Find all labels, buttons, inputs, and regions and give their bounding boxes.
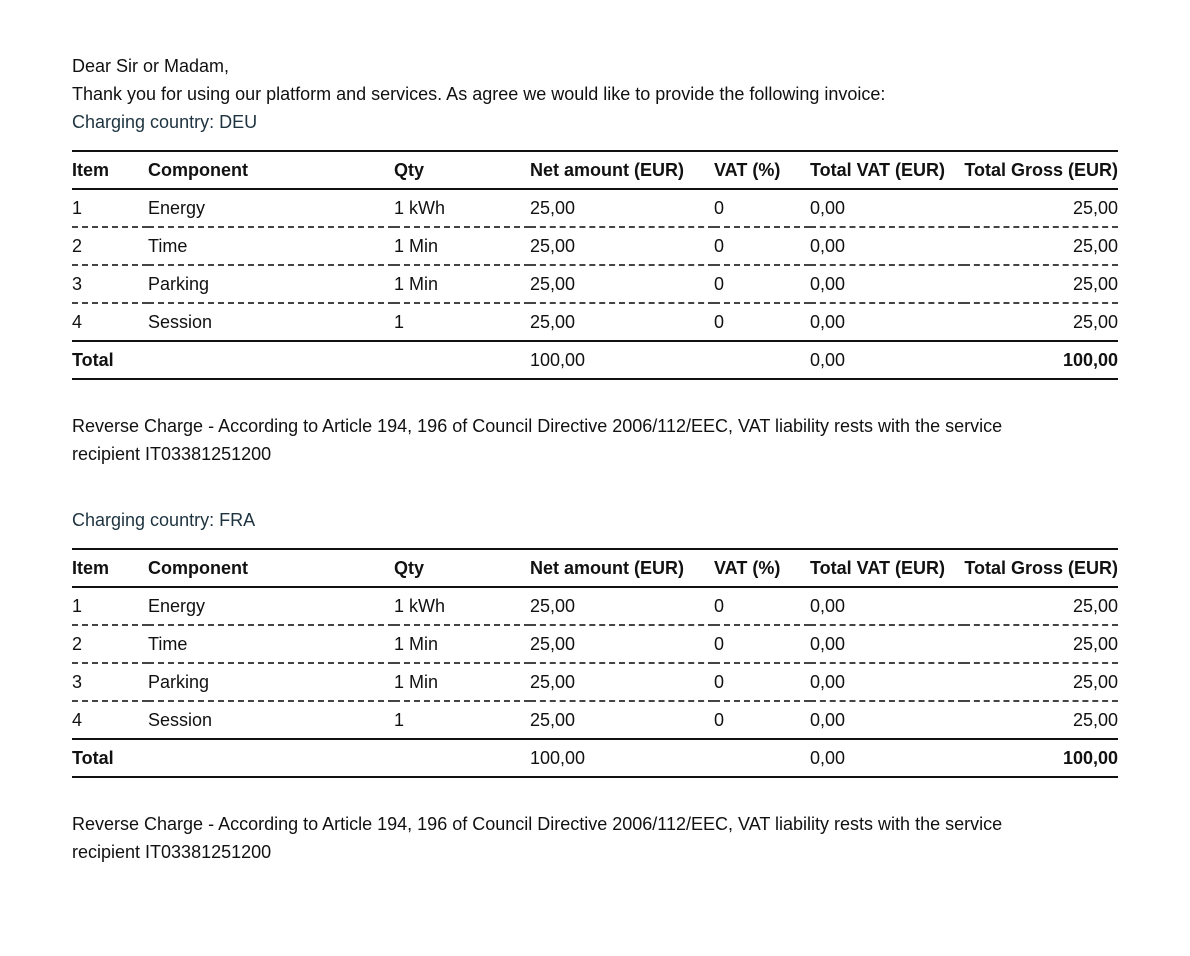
- cell-component: Session: [148, 311, 213, 332]
- total-row: [72, 739, 1118, 777]
- cell-component: Parking: [148, 273, 210, 294]
- cell-total-vat: 0,00: [810, 197, 846, 218]
- cell-item: 3: [72, 273, 83, 294]
- column-header-component: Component: [148, 159, 248, 180]
- invoice-table: [72, 548, 1118, 778]
- cell-total-vat: 0,00: [810, 633, 846, 654]
- cell-total-vat: 0,00: [810, 235, 846, 256]
- cell-net-amount: 25,00: [530, 633, 576, 654]
- cell-component: Time: [148, 235, 188, 256]
- cell-vat-percent: 0: [714, 235, 725, 256]
- empty-cell: [148, 739, 394, 777]
- intro-text: Thank you for using our platform and services. As agree we would like to provide the following invoice:: [72, 84, 886, 104]
- cell-component: Energy: [148, 595, 206, 616]
- cell-net-amount: 25,00: [530, 709, 576, 730]
- cell-total-vat: 0,00: [810, 311, 846, 332]
- cell-vat-percent: 0: [714, 595, 725, 616]
- column-header-item: Item: [72, 557, 110, 578]
- column-header-total-gross: Total Gross (EUR): [964, 159, 1118, 180]
- cell-net-amount: 25,00: [530, 235, 576, 256]
- cell-total-gross: 25,00: [1072, 709, 1118, 730]
- cell-item: 1: [72, 595, 83, 616]
- cell-component: Energy: [148, 197, 206, 218]
- total-gross-amount: 100,00: [1062, 349, 1118, 370]
- cell-vat-percent: 0: [714, 197, 725, 218]
- total-net-amount: 100,00: [530, 349, 586, 370]
- cell-vat-percent: 0: [714, 273, 725, 294]
- cell-component: Parking: [148, 671, 210, 692]
- cell-total-gross: 25,00: [1072, 633, 1118, 654]
- cell-qty: 1 kWh: [394, 595, 446, 616]
- total-gross-amount: 100,00: [1062, 747, 1118, 768]
- column-header-total-vat: Total VAT (EUR): [810, 557, 945, 578]
- column-header-qty: Qty: [394, 159, 425, 180]
- column-header-net-amount: Net amount (EUR): [530, 557, 684, 578]
- cell-vat-percent: 0: [714, 633, 725, 654]
- cell-net-amount: 25,00: [530, 273, 576, 294]
- column-header-net-amount: Net amount (EUR): [530, 159, 684, 180]
- cell-vat-percent: 0: [714, 311, 725, 332]
- total-label: Total: [72, 349, 114, 370]
- empty-cell: [394, 341, 530, 379]
- greeting-text: Dear Sir or Madam,: [72, 56, 230, 76]
- invoice-section-deu: [72, 108, 1118, 468]
- cell-total-gross: 25,00: [1072, 311, 1118, 332]
- cell-total-gross: 25,00: [1072, 595, 1118, 616]
- cell-item: 4: [72, 709, 83, 730]
- column-header-vat-percent: VAT (%): [714, 159, 781, 180]
- cell-component: Session: [148, 709, 213, 730]
- cell-qty: 1 Min: [394, 273, 439, 294]
- cell-net-amount: 25,00: [530, 595, 576, 616]
- empty-cell: [394, 739, 530, 777]
- cell-total-gross: 25,00: [1072, 273, 1118, 294]
- cell-qty: 1 Min: [394, 633, 439, 654]
- cell-item: 2: [72, 235, 83, 256]
- table-header-row: [72, 549, 1118, 587]
- invoice-section-fra: [72, 506, 1118, 866]
- empty-cell: [148, 341, 394, 379]
- cell-total-gross: 25,00: [1072, 235, 1118, 256]
- cell-qty: 1 Min: [394, 235, 439, 256]
- empty-cell: [714, 739, 810, 777]
- charging-country-label: Charging country: DEU: [72, 112, 258, 132]
- cell-item: 3: [72, 671, 83, 692]
- total-row: [72, 341, 1118, 379]
- total-net-amount: 100,00: [530, 747, 586, 768]
- column-header-vat-percent: VAT (%): [714, 557, 781, 578]
- cell-vat-percent: 0: [714, 671, 725, 692]
- cell-component: Time: [148, 633, 188, 654]
- cell-total-gross: 25,00: [1072, 671, 1118, 692]
- empty-cell: [714, 341, 810, 379]
- cell-qty: 1 Min: [394, 671, 439, 692]
- cell-qty: 1: [394, 311, 405, 332]
- invoice-table: [72, 150, 1118, 380]
- cell-total-vat: 0,00: [810, 273, 846, 294]
- total-vat-amount: 0,00: [810, 747, 846, 768]
- cell-vat-percent: 0: [714, 709, 725, 730]
- cell-item: 1: [72, 197, 83, 218]
- table-row: [72, 303, 1118, 341]
- cell-total-gross: 25,00: [1072, 197, 1118, 218]
- reverse-charge-notice: Reverse Charge - According to Article 194, 196 of Council Directive 2006/112/EEC, VAT liability rests with the service recipient IT03381251200: [72, 416, 1003, 464]
- table-row: [72, 663, 1118, 701]
- column-header-component: Component: [148, 557, 248, 578]
- cell-qty: 1: [394, 709, 405, 730]
- table-row: [72, 587, 1118, 625]
- charging-country-label: Charging country: FRA: [72, 510, 256, 530]
- table-row: [72, 625, 1118, 663]
- cell-net-amount: 25,00: [530, 671, 576, 692]
- reverse-charge-notice: Reverse Charge - According to Article 194, 196 of Council Directive 2006/112/EEC, VAT liability rests with the service recipient IT03381251200: [72, 814, 1003, 862]
- cell-net-amount: 25,00: [530, 311, 576, 332]
- cell-net-amount: 25,00: [530, 197, 576, 218]
- cell-total-vat: 0,00: [810, 595, 846, 616]
- table-row: [72, 227, 1118, 265]
- column-header-item: Item: [72, 159, 110, 180]
- table-row: [72, 701, 1118, 739]
- total-label: Total: [72, 747, 114, 768]
- cell-total-vat: 0,00: [810, 671, 846, 692]
- column-header-total-gross: Total Gross (EUR): [964, 557, 1118, 578]
- total-vat-amount: 0,00: [810, 349, 846, 370]
- table-row: [72, 189, 1118, 227]
- column-header-qty: Qty: [394, 557, 425, 578]
- cell-item: 2: [72, 633, 83, 654]
- cell-item: 4: [72, 311, 83, 332]
- cell-total-vat: 0,00: [810, 709, 846, 730]
- table-header-row: [72, 151, 1118, 189]
- column-header-total-vat: Total VAT (EUR): [810, 159, 945, 180]
- cell-qty: 1 kWh: [394, 197, 446, 218]
- table-row: [72, 265, 1118, 303]
